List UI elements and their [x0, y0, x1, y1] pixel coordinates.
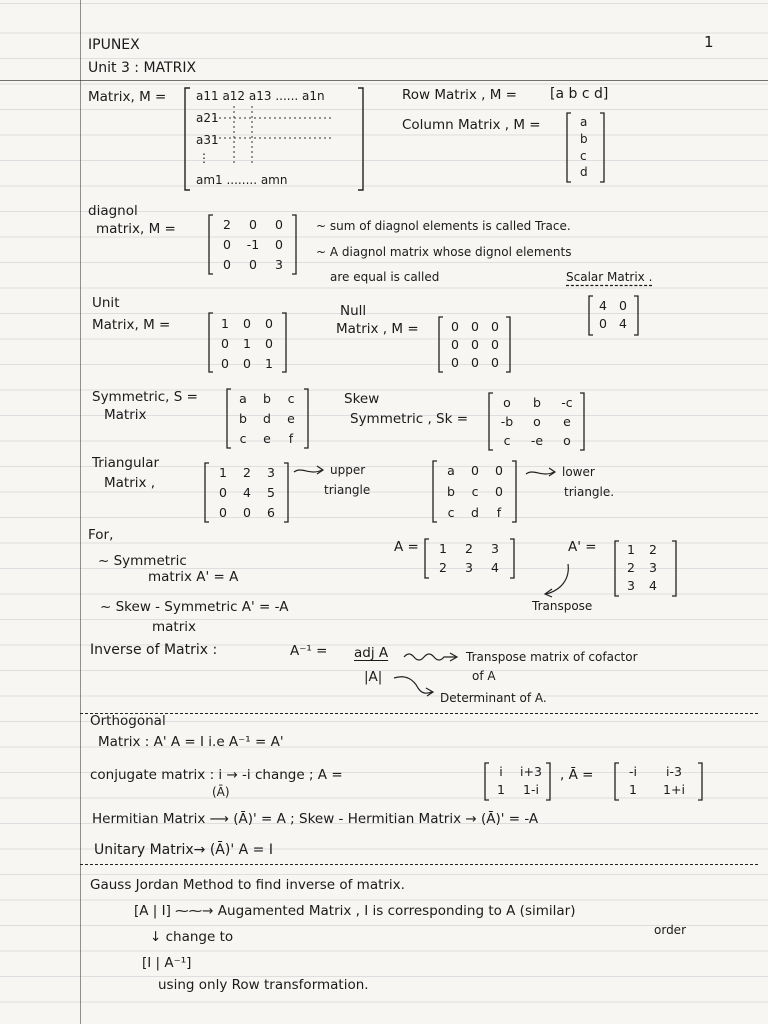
scalar-note-1: ~ A diagnol matrix whose dignol elements — [316, 245, 572, 259]
matrix-def-row2: a21 — [196, 111, 219, 125]
column-entry: a — [580, 115, 588, 129]
column-entry: b — [580, 132, 588, 146]
row-matrix-value: [a b c d] — [550, 86, 609, 102]
matrix-cell: a — [447, 463, 455, 478]
matrix-cell: 0 — [223, 237, 231, 252]
inverse-numerator: adj A — [354, 645, 389, 661]
scalar-matrix — [588, 295, 640, 337]
orthogonal-label-1: Orthogonal — [90, 713, 166, 729]
matrix-cell: c — [471, 484, 479, 499]
matrix-cell: e — [263, 431, 271, 446]
matrix-cell: 1 — [219, 465, 227, 480]
skew-label-2: Symmetric , Sk = — [350, 411, 469, 427]
matrix-cell: 3 — [491, 541, 499, 556]
matrix-cell: o — [503, 395, 511, 410]
column-matrix-label: Column Matrix , M = — [402, 117, 541, 133]
triangular-label-1: Triangular — [92, 455, 160, 471]
inverse-note-2: Determinant of A. — [440, 691, 547, 705]
matrix-cell: 2 — [223, 217, 231, 232]
matrix-cell: 1-i — [523, 782, 539, 797]
orthogonal-label-2: Matrix : A' A = I i.e A⁻¹ = A' — [98, 734, 284, 750]
matrix-cell: -c — [561, 395, 573, 410]
matrix-cell: 1 — [439, 541, 447, 556]
matrix-cell: 0 — [491, 319, 499, 334]
matrix-cell: d — [471, 505, 479, 520]
curved-arrow-icon — [540, 562, 580, 598]
matrix-cell: 0 — [491, 337, 499, 352]
unit-label-2: Matrix, M = — [92, 317, 171, 333]
matrix-cell: 5 — [267, 485, 275, 500]
matrix-cell: 0 — [451, 337, 459, 352]
page-number: 1 — [704, 33, 714, 51]
matrix-cell: b — [239, 411, 247, 426]
triangular-label-2: Matrix , — [104, 475, 156, 491]
matrix-cell: i+3 — [520, 764, 542, 779]
matrix-cell: 4 — [599, 298, 607, 313]
scalar-matrix-term: Scalar Matrix . — [566, 270, 653, 284]
matrix-cell: 3 — [267, 465, 275, 480]
curved-arrow-icon — [392, 672, 442, 702]
row-matrix-label: Row Matrix , M = — [402, 87, 517, 103]
inverse-note-1b: of A — [472, 669, 496, 683]
symmetric-rule-2: matrix A' = A — [148, 569, 239, 585]
scalar-note-2: are equal is called — [330, 270, 440, 284]
matrix-cell: b — [447, 484, 455, 499]
matrix-cell: 0 — [265, 316, 273, 331]
matrix-cell: 0 — [223, 257, 231, 272]
matrix-cell: 1 — [497, 782, 505, 797]
matrix-cell: 0 — [249, 217, 257, 232]
matrix-cell: 0 — [471, 337, 479, 352]
gauss-line-2: ↓ change to — [150, 929, 234, 945]
matrix-cell: -e — [530, 433, 544, 448]
null-matrix — [438, 316, 518, 374]
matrix-cell: 2 — [439, 560, 447, 575]
matrix-cell: -b — [500, 414, 514, 429]
matrix-cell: 2 — [243, 465, 251, 480]
section-divider — [80, 713, 758, 714]
matrix-cell: 1 — [629, 782, 637, 797]
matrix-cell: d — [263, 411, 271, 426]
upper-triangle-label-1: upper — [330, 463, 366, 477]
matrix-cell: o — [563, 433, 571, 448]
matrix-cell: 0 — [471, 463, 479, 478]
a-transpose-matrix — [614, 540, 680, 598]
matrix-cell: 4 — [243, 485, 251, 500]
section-divider — [80, 864, 758, 865]
matrix-cell: 2 — [627, 560, 635, 575]
matrix-cell: 1+i — [663, 782, 685, 797]
header-rule — [0, 80, 768, 81]
inverse-label: Inverse of Matrix : — [90, 642, 218, 658]
lower-triangular-matrix — [432, 460, 522, 524]
diagonal-label-1: diagnol — [88, 203, 138, 219]
matrix-def-row5: am1 ........ amn — [196, 173, 288, 187]
null-label-1: Null — [340, 303, 367, 319]
matrix-cell: e — [287, 411, 295, 426]
matrix-cell: 3 — [627, 578, 635, 593]
gauss-line-3: [I | A⁻¹] — [142, 955, 192, 971]
matrix-cell: 1 — [243, 336, 251, 351]
matrix-cell: 0 — [275, 217, 283, 232]
matrix-cell: o — [533, 414, 541, 429]
a-matrix — [424, 538, 520, 580]
matrix-cell: 0 — [495, 463, 503, 478]
matrix-cell: 0 — [471, 355, 479, 370]
conjugate-label: conjugate matrix : i → -i change ; A = — [90, 767, 343, 783]
matrix-cell: 0 — [619, 298, 627, 313]
symmetric-matrix — [226, 388, 312, 450]
gauss-line-1: [A | I] ⁓⁓→ Augamented Matrix , I is corresponding to A (similar) — [134, 903, 576, 919]
header-unit: Unit 3 : MATRIX — [88, 60, 197, 76]
matrix-cell: 0 — [599, 316, 607, 331]
matrix-cell: 0 — [451, 355, 459, 370]
matrix-cell: -i — [629, 764, 637, 779]
matrix-cell: b — [533, 395, 541, 410]
inverse-note-1: Transpose matrix of cofactor — [466, 650, 638, 664]
matrix-cell: 4 — [619, 316, 627, 331]
lower-triangle-label-2: triangle. — [564, 485, 615, 499]
conjugate-abar-label: , Ā = — [560, 767, 594, 783]
matrix-cell: i-3 — [666, 764, 682, 779]
matrix-cell: 4 — [491, 560, 499, 575]
hermitian-line: Hermitian Matrix ⟶ (Ā)' = A ; Skew - Hermitian Matrix → (Ā)' = -A — [92, 811, 539, 827]
inverse-denominator: |A| — [364, 669, 383, 685]
matrix-cell: 6 — [267, 505, 275, 520]
a-matrix-label: A = — [394, 539, 419, 555]
skew-symmetric-matrix — [488, 392, 588, 452]
matrix-cell: 0 — [491, 355, 499, 370]
inverse-formula-lhs: A⁻¹ = — [290, 643, 328, 659]
for-label: For, — [88, 527, 114, 543]
matrix-cell: 0 — [243, 316, 251, 331]
matrix-def-label: Matrix, M = — [88, 89, 167, 105]
matrix-cell: 2 — [649, 542, 657, 557]
matrix-def-row3: a31 — [196, 133, 219, 147]
matrix-cell: 3 — [649, 560, 657, 575]
matrix-cell: 1 — [265, 356, 273, 371]
matrix-cell: f — [496, 505, 502, 520]
matrix-cell: -1 — [246, 237, 260, 252]
matrix-cell: 3 — [465, 560, 473, 575]
matrix-cell: 0 — [275, 237, 283, 252]
matrix-cell: b — [263, 391, 271, 406]
arrow-icon — [524, 464, 564, 484]
header-title: IPUNEX — [88, 37, 140, 53]
matrix-def-row1: a11 a12 a13 ...... a1n — [196, 89, 325, 103]
skew-label-1: Skew — [344, 391, 380, 407]
matrix-cell: 0 — [471, 319, 479, 334]
column-entry: c — [580, 149, 587, 163]
upper-triangle-label-2: triangle — [324, 483, 371, 497]
matrix-cell: e — [563, 414, 571, 429]
matrix-cell: c — [239, 431, 247, 446]
matrix-cell: 0 — [265, 336, 273, 351]
skew-rule-2: matrix — [152, 619, 197, 635]
arrow-icon — [292, 462, 332, 482]
matrix-cell: 0 — [219, 505, 227, 520]
matrix-cell: 0 — [221, 336, 229, 351]
gauss-title: Gauss Jordan Method to find inverse of matrix. — [90, 877, 405, 893]
matrix-cell: 0 — [219, 485, 227, 500]
unit-label-1: Unit — [92, 295, 120, 311]
matrix-cell: 0 — [243, 356, 251, 371]
lower-triangle-label-1: lower — [562, 465, 595, 479]
matrix-cell: a — [239, 391, 247, 406]
symmetric-rule-1: ~ Symmetric — [98, 553, 187, 569]
gauss-line-1b: order — [654, 923, 686, 937]
gauss-line-4: using only Row transformation. — [158, 977, 369, 993]
null-label-2: Matrix , M = — [336, 321, 419, 337]
matrix-cell: 0 — [249, 257, 257, 272]
symmetric-label-1: Symmetric, S = — [92, 389, 198, 405]
matrix-cell: 2 — [465, 541, 473, 556]
a-transpose-label: A' = — [568, 539, 597, 555]
unit-matrix — [208, 312, 298, 374]
transpose-label: Transpose — [532, 599, 593, 613]
matrix-cell: 3 — [275, 257, 283, 272]
matrix-cell: 0 — [451, 319, 459, 334]
matrix-cell: 0 — [495, 484, 503, 499]
matrix-cell: 4 — [649, 578, 657, 593]
matrix-cell: 0 — [221, 356, 229, 371]
matrix-def-row4: ⋮ — [198, 151, 210, 165]
diagonal-label-2: matrix, M = — [96, 221, 176, 237]
matrix-cell: 1 — [221, 316, 229, 331]
diagonal-matrix — [208, 214, 298, 276]
wavy-arrow-icon — [402, 650, 462, 664]
matrix-cell: c — [447, 505, 455, 520]
upper-triangular-matrix — [204, 462, 294, 524]
margin-line — [80, 0, 81, 1024]
matrix-cell: c — [503, 433, 511, 448]
conjugate-a-matrix — [484, 762, 556, 802]
unitary-line: Unitary Matrix→ (Ā)' A = I — [94, 842, 273, 858]
trace-note: ~ sum of diagnol elements is called Trace. — [316, 219, 571, 233]
skew-rule-1: ~ Skew - Symmetric A' = -A — [100, 599, 289, 615]
column-entry: d — [580, 165, 588, 179]
matrix-cell: f — [288, 431, 294, 446]
conjugate-abar-matrix — [614, 762, 708, 802]
matrix-cell: i — [499, 764, 503, 779]
symmetric-label-2: Matrix — [104, 407, 147, 423]
matrix-cell: 1 — [627, 542, 635, 557]
matrix-cell: 0 — [243, 505, 251, 520]
conjugate-sub: (Ā) — [212, 785, 230, 799]
matrix-cell: c — [287, 391, 295, 406]
